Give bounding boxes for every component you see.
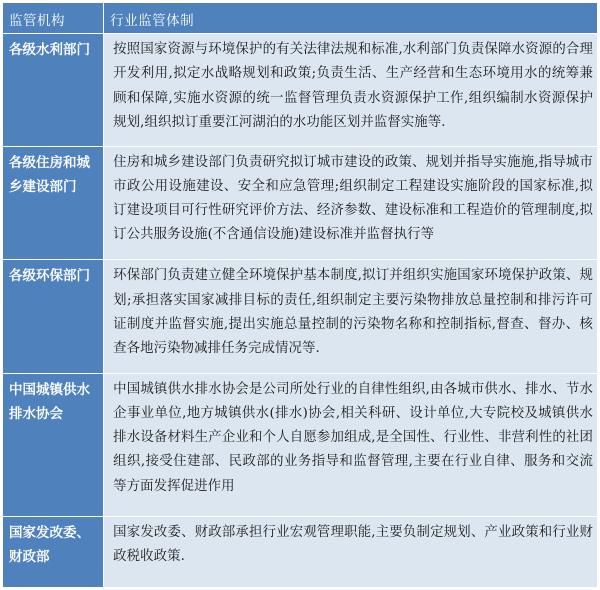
table-row: [3, 146, 598, 260]
org-cell: 各级住房和城乡建设部门: [3, 146, 104, 260]
org-cell: 各级环保部门: [3, 260, 104, 374]
desc-cell: 国家发改委、财政部承担行业宏观管理职能,主要负制定规划、产业政策和行业财政税收政策.: [104, 516, 598, 587]
org-cell: 国家发改委、财政部: [3, 516, 104, 587]
table-row: [3, 34, 598, 147]
org-cell: 中国城镇供水排水协会: [3, 373, 104, 516]
table-row: [3, 516, 598, 587]
desc-cell: 中国城镇供水排水协会是公司所处行业的自律性组织,由各城市供水、排水、节水企事业单位,地方城镇供水(排水)协会,相关科研、设计单位,大专院校及城镇供水排水设备材料生产企业和个人自愿参加组成,是全国性、行业性、非营利性的社团组织,接受住建部、民政部的业务指导和监督管理,主要在行业自律、服务和交流等方面发挥促进作用: [104, 373, 598, 516]
desc-cell: 环保部门负责建立健全环境保护基本制度,拟订并组织实施国家环境保护政策、规划;承担落实国家减排目标的责任,组织制定主要污染物排放总量控制和排污许可证制度并监督实施,提出实施总量控制的污染物名称和控制指标,督查、督办、核查各地污染物减排任务完成情况等.: [104, 260, 598, 374]
regulation-table: [2, 2, 598, 588]
table-row: [3, 260, 598, 374]
header-desc: 行业监管体制: [104, 3, 598, 34]
desc-cell: 按照国家资源与环境保护的有关法律法规和标准,水利部门负责保障水资源的合理开发利用,拟定水战略规划和政策;负责生活、生产经营和生态环境用水的统筹兼顾和保障,实施水资源的统一监督管理负责水资源保护工作,组织编制水资源保护规划,组织拟订重要江河湖泊的水功能区划并监督实施等.: [104, 34, 598, 147]
table-row: [3, 373, 598, 516]
org-cell: 各级水利部门: [3, 34, 104, 147]
table-header-row: [3, 3, 598, 34]
desc-cell: 住房和城乡建设部门负责研究拟订城市建设的政策、规划并指导实施施,指导城市市政公用设施建设、安全和应急管理;组织制定工程建设实施阶段的国家标准,拟订建设项目可行性研究评价方法、经济参数、建设标准和工程造价的管理制度,拟订公共服务设施(不含通信设施)建设标准并监督执行等: [104, 146, 598, 260]
header-org: 监管机构: [3, 3, 104, 34]
